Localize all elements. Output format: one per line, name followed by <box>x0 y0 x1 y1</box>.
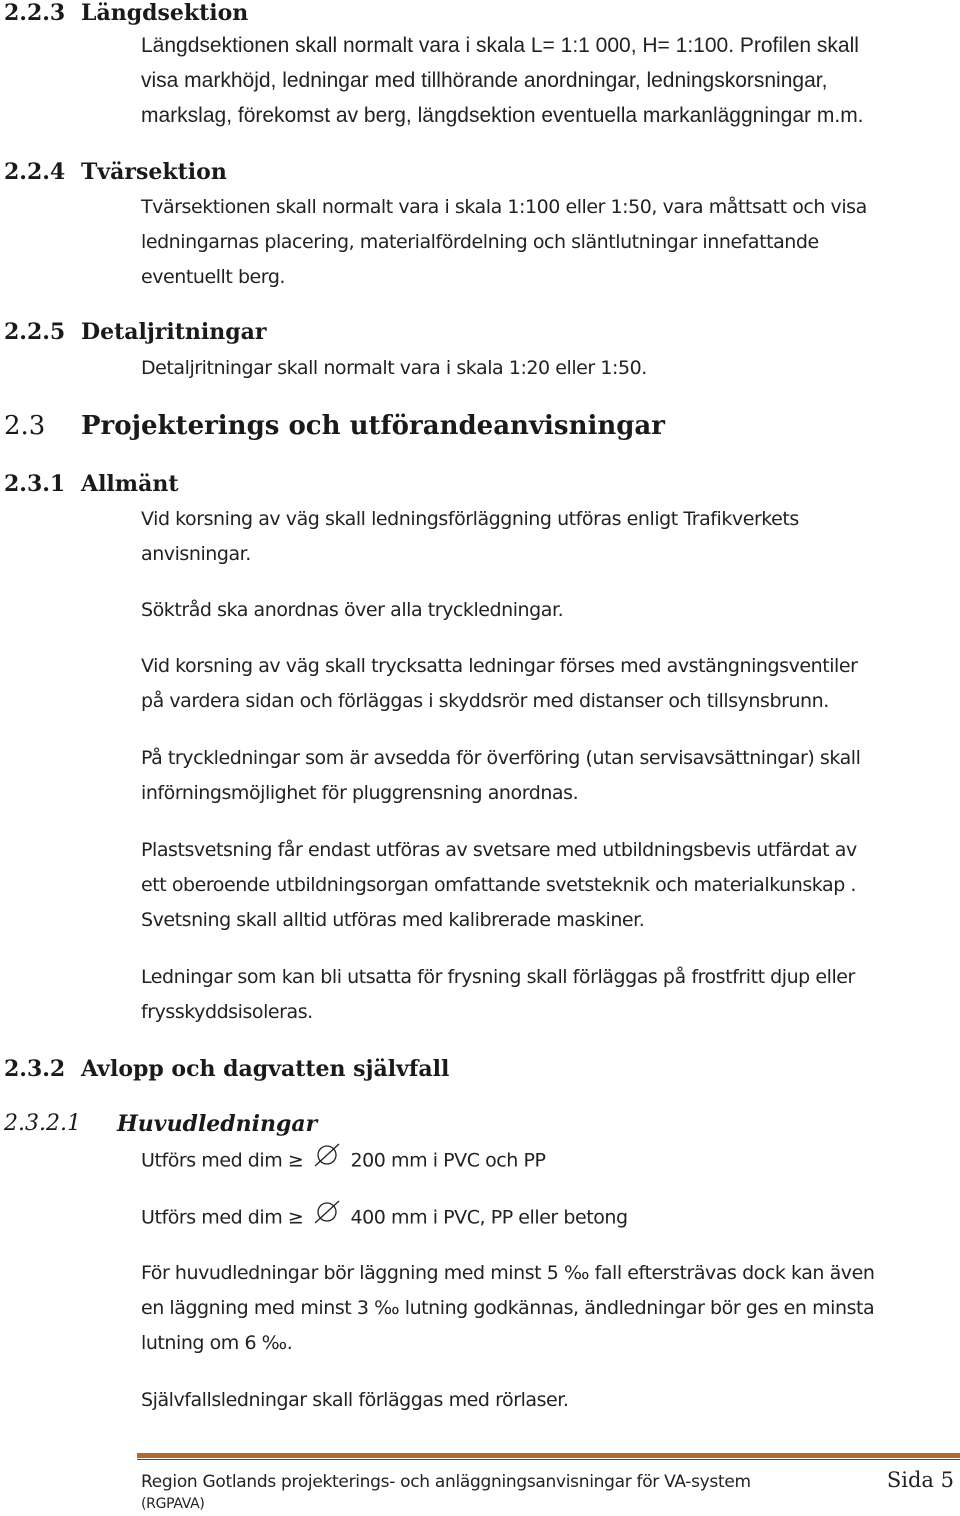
dimension-line-1 <box>141 1143 545 1179</box>
heading-title-avlopp: Avlopp och dagvatten självfall <box>81 1056 450 1082</box>
paragraph-line: Längdsektionen skall normalt vara i skala L= 1:1 000, H= 1:100. Profilen skall <box>141 34 859 57</box>
heading-number-2-2-3: 2.2.3 <box>4 0 66 26</box>
heading-number-2-3-2-1: 2.3.2.1 <box>4 1111 81 1136</box>
dimension-suffix: 200 mm i PVC och PP <box>350 1149 546 1172</box>
footer-subtitle: (RGPAVA) <box>141 1496 205 1512</box>
heading-number-2-2-4: 2.2.4 <box>4 159 66 185</box>
paragraph-line: markslag, förekomst av berg, längdsektion eventuella markanläggningar m.m. <box>141 104 864 127</box>
paragraph-line: Ledningar som kan bli utsatta för frysning skall förläggas på frostfritt djup eller <box>141 966 855 988</box>
paragraph-line: Vid korsning av väg skall ledningsförläggning utföras enligt Trafikverkets <box>141 508 799 530</box>
paragraph-line: på vardera sidan och förläggas i skyddsrör med distanser och tillsynsbrunn. <box>141 690 829 712</box>
dimension-prefix: Utförs med dim ≥ <box>141 1206 304 1229</box>
heading-title-projekterings: Projekterings och utförandeanvisningar <box>81 411 665 441</box>
paragraph-line: Plastsvetsning får endast utföras av svetsare med utbildningsbevis utfärdat av <box>141 839 857 861</box>
paragraph-line: anvisningar. <box>141 543 251 565</box>
heading-number-2-3: 2.3 <box>4 411 46 441</box>
paragraph-line: Vid korsning av väg skall trycksatta ledningar förses med avstängningsventiler <box>141 655 858 677</box>
footer-rule-thin <box>137 1459 960 1460</box>
paragraph-line: Svetsning skall alltid utföras med kalibrerade maskiner. <box>141 909 645 931</box>
paragraph-line: Detaljritningar skall normalt vara i skala 1:20 eller 1:50. <box>141 357 647 379</box>
dimension-prefix: Utförs med dim ≥ <box>141 1149 304 1172</box>
paragraph-line: För huvudledningar bör läggning med minst 5 ‰ fall eftersträvas dock kan även <box>141 1262 875 1284</box>
diameter-icon <box>313 1200 341 1236</box>
paragraph-line: På tryckledningar som är avsedda för överföring (utan servisavsättningar) skall <box>141 747 861 769</box>
heading-title-langdsektion: Längdsektion <box>81 0 249 26</box>
heading-title-huvudledningar: Huvudledningar <box>117 1111 318 1137</box>
paragraph-line: införningsmöjlighet för pluggrensning anordnas. <box>141 782 579 804</box>
paragraph-line: eventuellt berg. <box>141 266 286 288</box>
paragraph-line: Tvärsektionen skall normalt vara i skala 1:100 eller 1:50, vara måttsatt och visa <box>141 196 867 218</box>
paragraph-line: lutning om 6 ‰. <box>141 1332 293 1354</box>
heading-title-tvarsektion: Tvärsektion <box>81 159 227 185</box>
paragraph-line: Söktråd ska anordnas över alla tryckledningar. <box>141 599 564 621</box>
paragraph-line: frysskyddsisoleras. <box>141 1001 313 1023</box>
paragraph-line: visa markhöjd, ledningar med tillhörande anordningar, ledningskorsningar, <box>141 69 828 92</box>
footer-title: Region Gotlands projekterings- och anläggningsanvisningar för VA-system <box>141 1472 751 1492</box>
paragraph-line: ett oberoende utbildningsorgan omfattande svetsteknik och materialkunskap . <box>141 874 857 896</box>
paragraph-line: Självfallsledningar skall förläggas med rörlaser. <box>141 1389 569 1411</box>
heading-title-detaljritningar: Detaljritningar <box>81 319 267 345</box>
paragraph-line: ledningarnas placering, materialfördelning och släntlutningar innefattande <box>141 231 819 253</box>
dimension-line-2 <box>141 1200 628 1236</box>
footer-rule <box>137 1453 960 1458</box>
heading-number-2-2-5: 2.2.5 <box>4 319 66 345</box>
paragraph-line: en läggning med minst 3 ‰ lutning godkännas, ändledningar bör ges en minsta <box>141 1297 875 1319</box>
heading-title-allmant: Allmänt <box>81 471 179 497</box>
page-number: Sida 5 <box>886 1468 954 1492</box>
heading-number-2-3-1: 2.3.1 <box>4 471 66 497</box>
diameter-icon <box>313 1143 341 1179</box>
dimension-suffix: 400 mm i PVC, PP eller betong <box>350 1206 628 1229</box>
heading-number-2-3-2: 2.3.2 <box>4 1056 66 1082</box>
